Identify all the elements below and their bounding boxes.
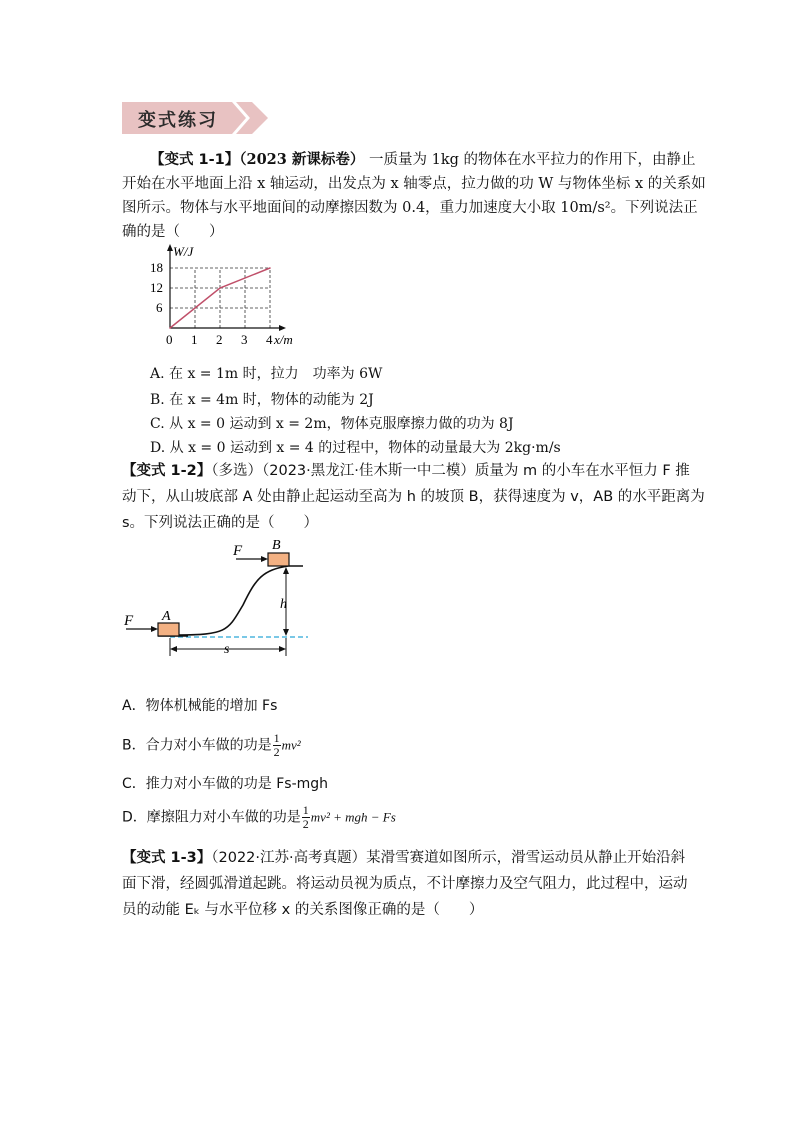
q1-text-4: 确的是（ ） bbox=[122, 224, 224, 240]
q1-line1 bbox=[150, 150, 696, 170]
label-f-left: F bbox=[124, 613, 134, 629]
q2-line1 bbox=[122, 461, 690, 481]
q3-text-1: 某滑雪赛道如图所示，滑雪运动员从静止开始沿斜 bbox=[366, 850, 686, 866]
fraction-num-b: 1 bbox=[273, 731, 280, 745]
q2-option-d[interactable] bbox=[122, 804, 396, 831]
label-a: A bbox=[162, 609, 171, 624]
work-position-chart bbox=[150, 240, 300, 350]
q2-text-3: s。下列说法正确的是（ ） bbox=[122, 515, 319, 531]
q3-line1 bbox=[122, 848, 685, 868]
fraction-den-d: 2 bbox=[302, 817, 309, 831]
x-tick-label: 4 bbox=[266, 332, 273, 347]
x-axis-arrowhead bbox=[279, 325, 286, 331]
slope-diagram bbox=[118, 530, 318, 660]
q1-option-a[interactable]: A. 在 x = 1m 时，拉力 功率为 6W bbox=[150, 366, 383, 382]
q3-tag: 【变式 1-3】 bbox=[122, 850, 212, 866]
x-tick-label: 0 bbox=[166, 332, 173, 347]
label-s: s bbox=[224, 642, 230, 657]
q2-option-b-expr: mv² bbox=[281, 737, 301, 753]
section-banner bbox=[122, 100, 272, 136]
q2-option-a[interactable]: A．物体机械能的增加 Fs bbox=[122, 698, 278, 714]
s-arrowhead-left bbox=[170, 646, 177, 652]
fraction-num-d: 1 bbox=[302, 803, 309, 817]
block-b bbox=[268, 553, 289, 566]
y-tick-label: 6 bbox=[156, 300, 163, 315]
y-tick-label: 18 bbox=[150, 260, 163, 275]
x-tick-label: 2 bbox=[216, 332, 223, 347]
q1-source: （2023 新课标卷） bbox=[239, 151, 365, 168]
block-a bbox=[158, 623, 179, 636]
y-tick-label: 12 bbox=[150, 280, 163, 295]
q1-text-3: 图所示。物体与水平地面间的动摩擦因数为 0.4，重力加速度大小取 10m/s²。下列说法正 bbox=[122, 200, 698, 216]
hill-curve bbox=[178, 566, 288, 635]
q3-source: （2022·江苏·高考真题） bbox=[211, 850, 367, 866]
work-series-point bbox=[169, 327, 171, 329]
y-axis-label: W/J bbox=[173, 244, 194, 259]
fraction-half-b bbox=[273, 732, 281, 759]
q1-tag: 【变式 1-1】 bbox=[150, 152, 240, 168]
q2-multi: （多选） bbox=[211, 463, 262, 479]
q1-option-b[interactable]: B. 在 x = 4m 时，物体的动能为 2J bbox=[150, 392, 374, 408]
x-tick-label: 1 bbox=[191, 332, 198, 347]
q2-option-d-expr: mv² + mgh − Fs bbox=[310, 809, 396, 825]
q2-text-1: 质量为 m 的小车在水平恒力 F 推 bbox=[474, 463, 690, 479]
q2-tag: 【变式 1-2】 bbox=[122, 463, 212, 479]
section-title: 变式练习 bbox=[138, 110, 218, 131]
fraction-half-d bbox=[302, 804, 310, 831]
x-axis-label: x/m bbox=[274, 332, 293, 347]
q1-option-d[interactable]: D. 从 x = 0 运动到 x = 4 的过程中，物体的动量最大为 2kg·m/s bbox=[150, 440, 561, 456]
work-series-point bbox=[219, 287, 221, 289]
q2-option-d-text: D．摩擦阻力对小车做的功是 bbox=[122, 809, 301, 826]
label-h: h bbox=[280, 597, 287, 612]
label-b: B bbox=[272, 538, 281, 553]
q3-text-3: 员的动能 Eₖ 与水平位移 x 的关系图像正确的是（ ） bbox=[122, 902, 484, 918]
height-arrowhead-top bbox=[283, 567, 289, 574]
s-arrowhead-right bbox=[279, 646, 286, 652]
fraction-den-b: 2 bbox=[273, 745, 280, 759]
force-arrowhead-b bbox=[261, 556, 268, 562]
q2-source: （2023·黑龙江·佳木斯一中二模） bbox=[262, 463, 475, 479]
height-arrowhead-bottom bbox=[283, 629, 289, 636]
q2-option-b-text: B．合力对小车做的功是 bbox=[122, 737, 272, 754]
q2-option-b[interactable] bbox=[122, 732, 301, 759]
q3-text-2: 面下滑，经圆弧滑道起跳。将运动员视为质点，不计摩擦力及空气阻力，此过程中，运动 bbox=[122, 876, 688, 892]
q1-text-2: 开始在水平地面上沿 x 轴运动，出发点为 x 轴零点，拉力做的功 W 与物体坐标 x 的关系如 bbox=[122, 176, 706, 192]
x-tick-label: 3 bbox=[241, 332, 248, 347]
q2-text-2: 动下，从山坡底部 A 处由静止起运动至高为 h 的坡顶 B，获得速度为 v，AB 的水平距离为 bbox=[122, 489, 705, 505]
label-f-top: F bbox=[233, 543, 243, 559]
work-series-point bbox=[269, 267, 271, 269]
q1-text-1: 一质量为 1kg 的物体在水平拉力的作用下，由静止 bbox=[369, 152, 696, 168]
q2-option-c[interactable]: C．推力对小车做的功是 Fs-mgh bbox=[122, 776, 329, 792]
force-arrowhead-a bbox=[151, 626, 158, 632]
q1-option-c[interactable]: C. 从 x = 0 运动到 x = 2m，物体克服摩擦力做的功为 8J bbox=[150, 416, 514, 432]
